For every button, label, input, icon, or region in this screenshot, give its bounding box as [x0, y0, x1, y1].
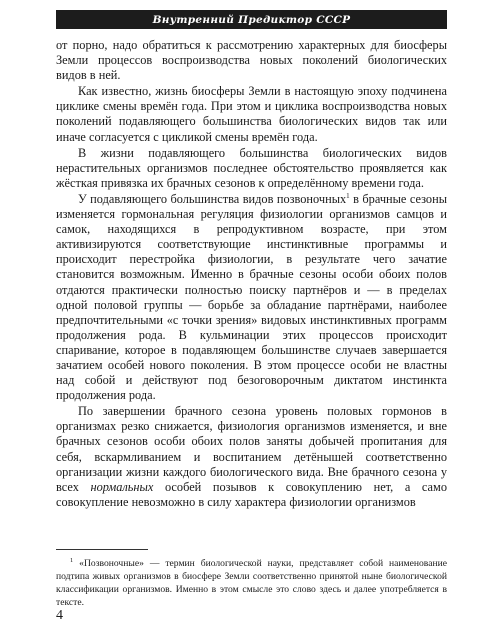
footnote-reference[interactable]: 1	[346, 191, 350, 200]
paragraph-text: В жизни подавляющего большинства биологических видов нерастительных организмов последнее обстоятельство проявляется как жёсткая привязка их брачных сезонов к определённому времени года.	[56, 145, 447, 190]
page-number: 4	[56, 608, 63, 623]
emphasized-word: нормальных	[90, 479, 154, 494]
running-header	[56, 10, 447, 29]
footnote	[56, 557, 447, 609]
paragraph	[56, 84, 447, 144]
body-text	[56, 38, 447, 511]
paragraph-text: от порно, надо обратиться к рассмотрению характерных для биосферы Земли процессов воспроизводства новых поколений биологических видов в ней.	[56, 38, 447, 83]
footnote-divider	[56, 549, 148, 550]
footnote-marker: 1	[70, 556, 74, 564]
paragraph-text: особей позывов к совокуплению нет, а само совокупление невозможно в силу характера физиологии организмов	[56, 479, 447, 509]
paragraph-text: По завершении брачного сезона уровень половых гормонов в организмах резко снижается, физиология организмов изменяется, и вне брачных сезонов особи обоих полов заняты добычей пропитания для себя, вскармливанием и воспитанием детёнышей соответственно организации жизни каждого биологического вида. Вне брачного сезона у всех	[56, 404, 447, 494]
paragraph	[56, 38, 447, 83]
paragraph	[56, 146, 447, 191]
paragraph	[56, 192, 447, 403]
paragraph-text: У подавляющего большинства видов позвоночных	[78, 191, 347, 206]
footnote-text: «Позвоночные» — термин биологической науки, представляет собой наименование подтипа живых организмов в биосфере Земли соответственно принятой ныне биологической классификации организмов. Именно в этом смысле это слово здесь и далее употребляется в тексте.	[56, 558, 447, 609]
running-header-title: Внутренний Предиктор СССР	[152, 13, 351, 26]
paragraph-text: Как известно, жизнь биосферы Земли в настоящую эпоху подчинена циклике смены времён года. При этом и циклика воспроизводства новых поколений подавляющего большинства биологических видов так или иначе согласуется с цикликой смены времён года.	[56, 84, 447, 144]
paragraph	[56, 404, 447, 510]
paragraph-text: в брачные сезоны изменяется гормональная регуляция физиологии организмов самцов и самок, находящихся в репродуктивном возрасте, при этом активизируются соответствующие инстинктивные программы и происходит перестройка физиологии, в результате чего зачатие становится возможным. Именно в брачные сезоны особи обоих полов отдаются практически полностью поиску партнёров и — в пределах одной половой группы — борьбе за обладание партнёрами, наиболее предпочтительными «с точки зрения» видовых инстинктивных программ продолжения рода. В кульминации этих процессов происходит спаривание, которое в подавляющем большинстве случаев завершается зачатием особей нового поколения. В этом процессе особи не властны над собой и действуют под безоговорочным диктатом инстинкта продолжения рода.	[56, 191, 447, 403]
